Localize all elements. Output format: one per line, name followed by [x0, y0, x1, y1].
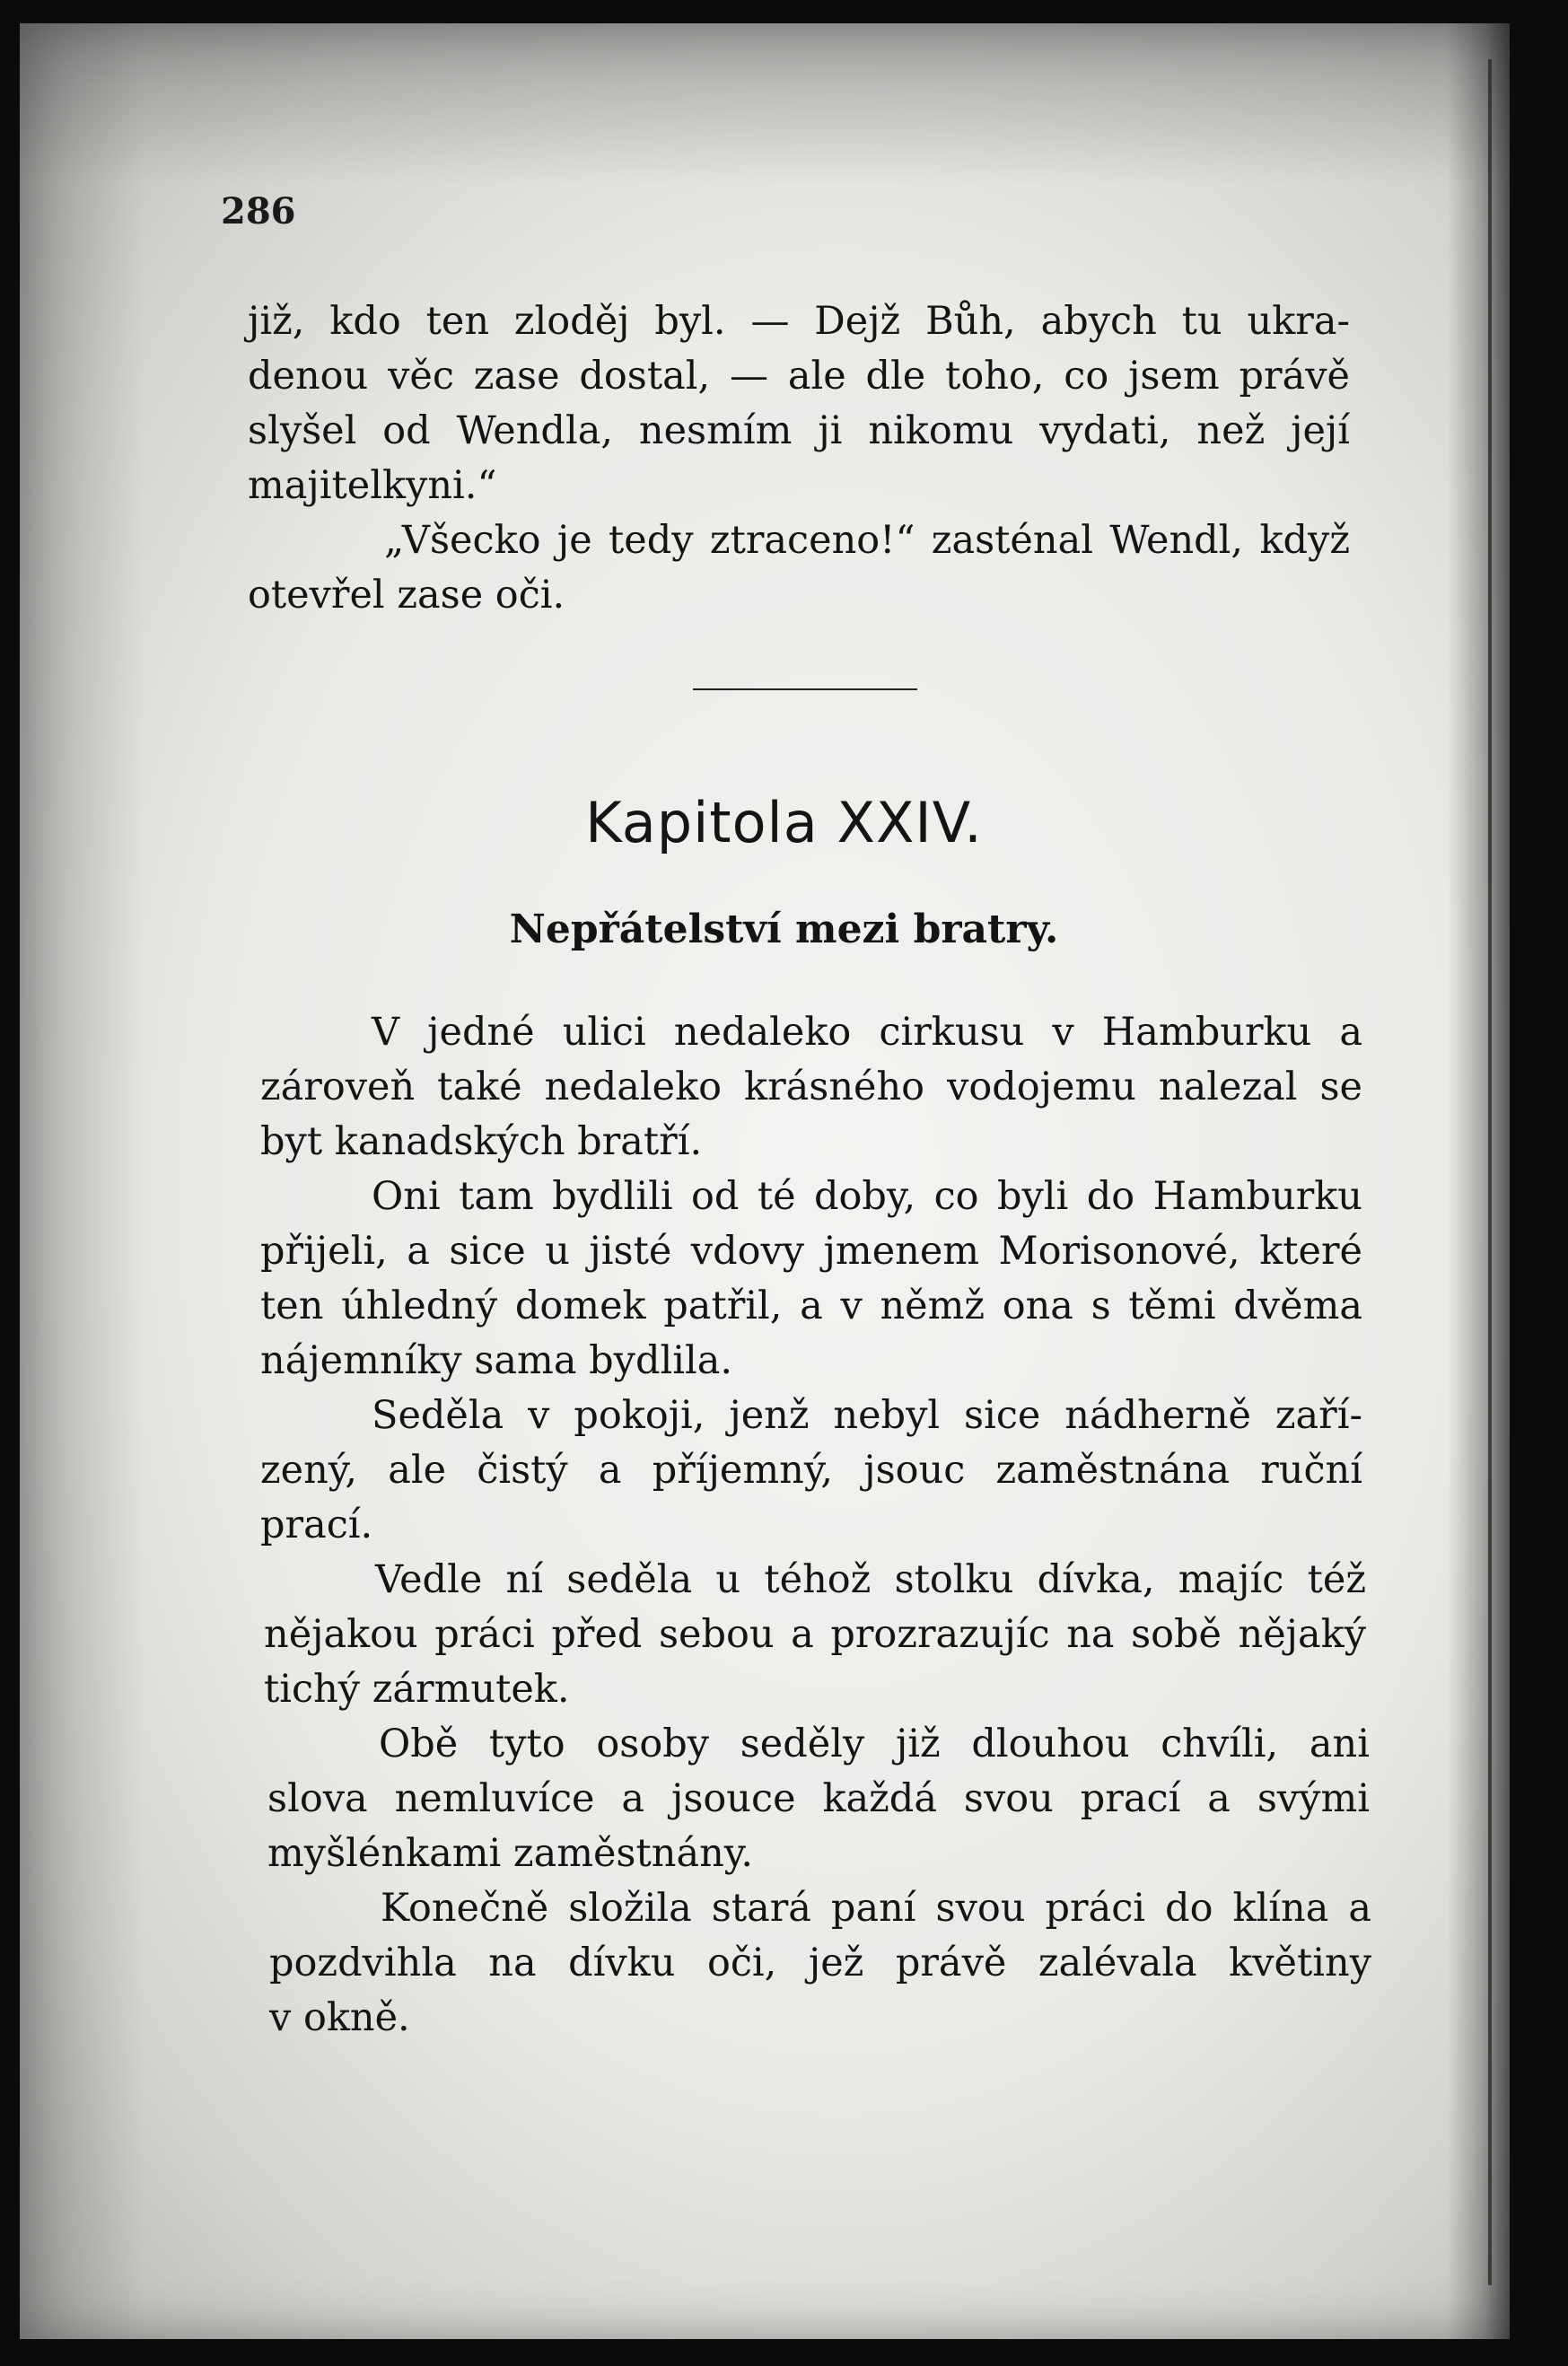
scan-shadow-top — [20, 23, 1510, 185]
paragraph-top-2 — [248, 513, 1350, 623]
page-edge-shadow — [1447, 23, 1510, 2339]
text-line: myšlénkami zaměstnány. — [267, 1831, 754, 1876]
page-number: 286 — [221, 190, 296, 232]
text-line: v okně. — [269, 1995, 410, 2040]
paragraph-body-6 — [269, 1881, 1371, 2046]
paragraph-body-2 — [260, 1170, 1362, 1389]
paragraph-body-5 — [267, 1717, 1370, 1881]
text-line: tichý zármutek. — [264, 1667, 570, 1712]
text-line: prací. — [260, 1503, 373, 1547]
text-line: nájemníky sama bydlila. — [260, 1338, 733, 1383]
text-line: Seděla v pokoji, jenž nebyl sice nádherně zaří- — [372, 1393, 1362, 1438]
text-line: majitelkyni.“ — [248, 463, 497, 508]
binding-edge-line — [1488, 59, 1492, 2285]
chapter-title: Kapitola XXIV. — [585, 790, 983, 855]
text-line: zený, ale čistý a příjemný, jsouc zaměstnána ruční — [260, 1448, 1362, 1493]
text-line: Oni tam bydlili od té doby, co byli do Hamburku — [372, 1174, 1362, 1219]
text-line: slyšel od Wendla, nesmím ji nikomu vydati, než její — [248, 408, 1350, 453]
text-line: Vedle ní seděla u téhož stolku dívka, majíc též — [375, 1557, 1366, 1602]
text-line: Obě tyto osoby seděly již dlouhou chvíli, ani — [379, 1722, 1370, 1766]
text-line: otevřel zase oči. — [248, 573, 565, 618]
paragraph-body-4 — [264, 1553, 1366, 1717]
text-line: denou věc zase dostal, — ale dle toho, co jsem právě — [248, 354, 1350, 399]
text-line: přijeli, a sice u jisté vdovy jmenem Morisonové, které — [260, 1229, 1362, 1274]
chapter-subtitle: Nepřátelství mezi bratry. — [509, 907, 1059, 952]
text-line: byt kanadských bratří. — [260, 1119, 703, 1164]
scan-shadow-left — [20, 23, 145, 2339]
text-line: Konečně složila stará paní svou práci do klína a — [381, 1886, 1371, 1931]
text-line: zároveň také nedaleko krásného vodojemu nalezal se — [260, 1065, 1362, 1109]
text-line: pozdvihla na dívku oči, jež právě zalévala květiny — [269, 1941, 1371, 1985]
paragraph-body-3 — [260, 1389, 1362, 1553]
text-line: nějakou práci před sebou a prozrazujíc na sobě nějaký — [264, 1612, 1366, 1657]
text-line: ten úhledný domek patřil, a v němž ona s těmi dvěma — [260, 1284, 1362, 1328]
text-line: V jedné ulici nedaleko cirkusu v Hamburku a — [372, 1010, 1362, 1055]
text-line: již, kdo ten zloděj byl. — Dejž Bůh, abych tu ukra- — [248, 299, 1350, 344]
paragraph-body-1 — [260, 1005, 1362, 1170]
text-line: „Všecko je tedy ztraceno!“ zasténal Wendl, když — [384, 518, 1350, 563]
section-divider — [693, 688, 917, 690]
paragraph-top-1 — [248, 294, 1350, 513]
text-line: slova nemluvíce a jsouce každá svou prací a svými — [267, 1776, 1370, 1821]
